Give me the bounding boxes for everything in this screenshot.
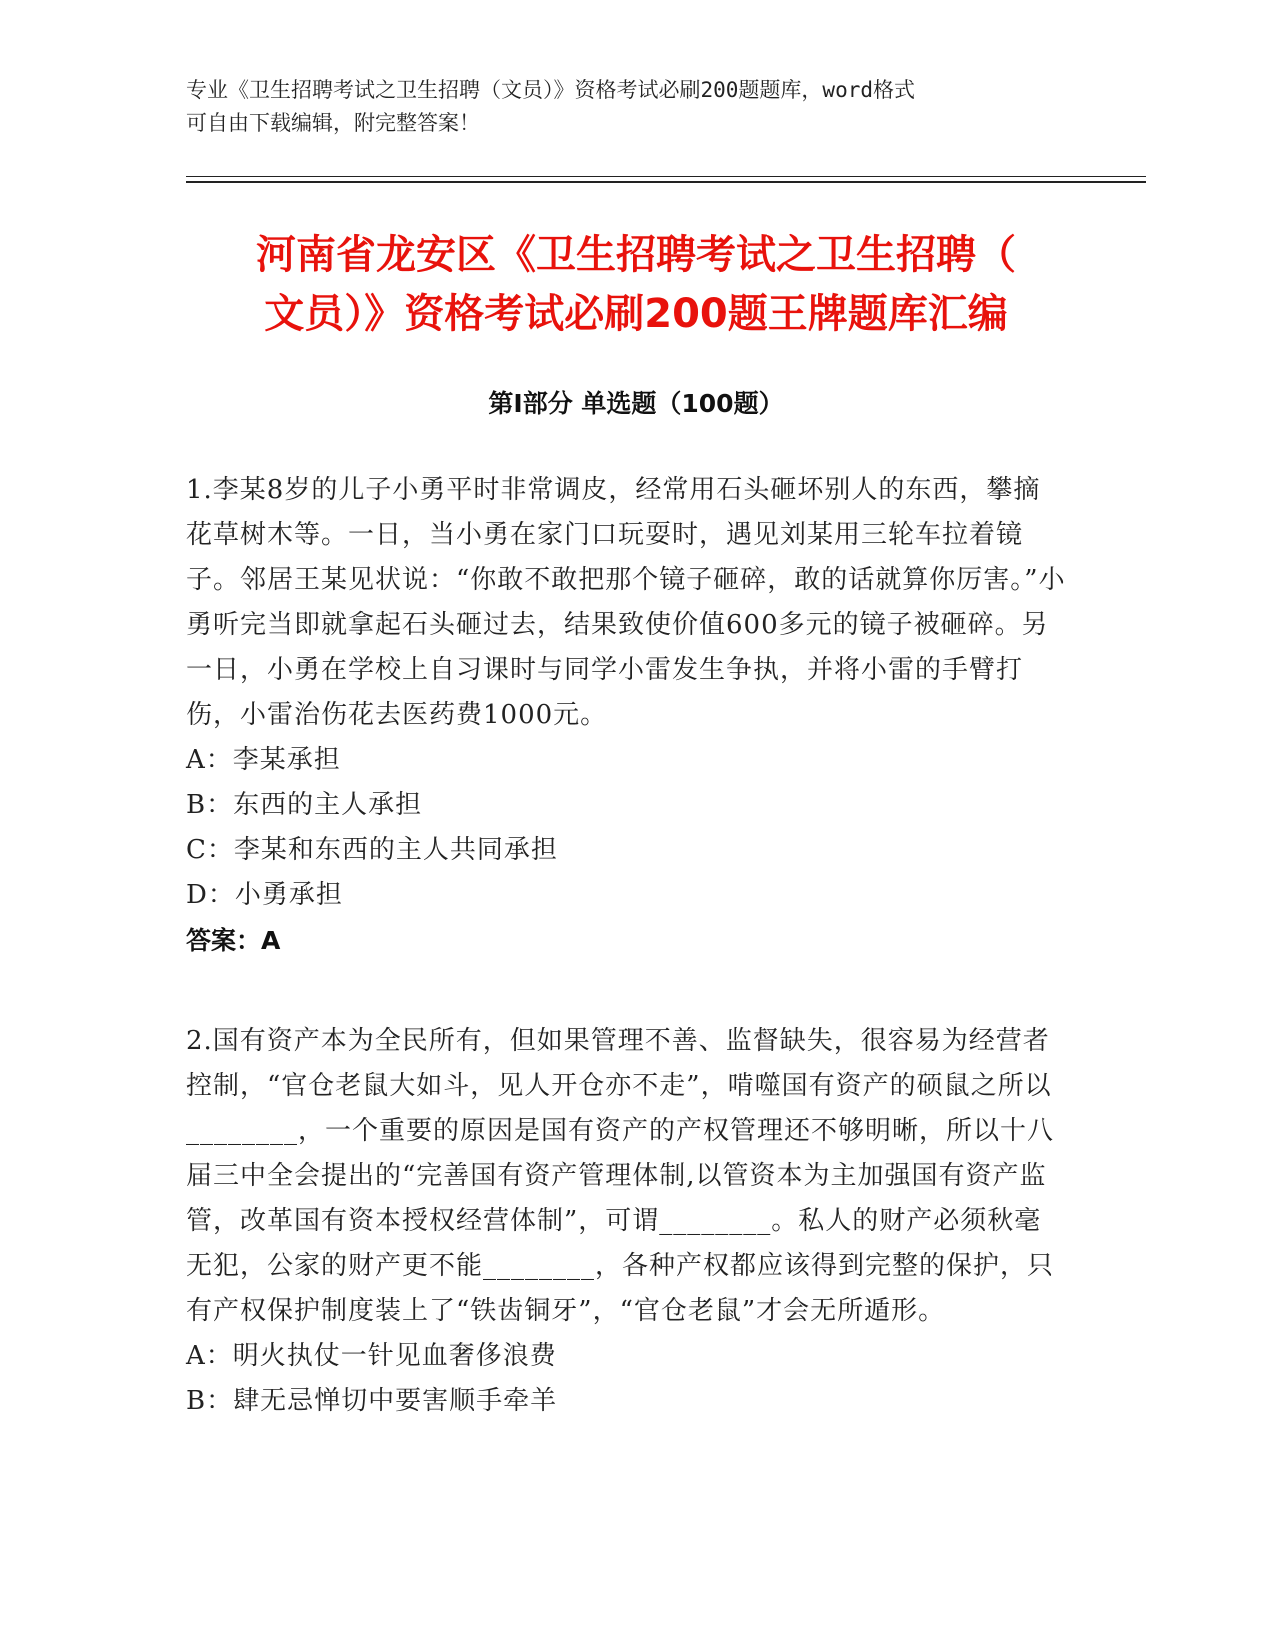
header-note <box>186 74 1066 140</box>
question-1 <box>186 468 1066 963</box>
option-a: A：李某承担 <box>186 745 341 775</box>
document-title-line2: 文员）》资格考试必刷200题王牌题库汇编 <box>264 291 1008 337</box>
header-note-line1: 专业《卫生招聘考试之卫生招聘（文员）》资格考试必刷200题题库，word格式 <box>186 78 915 102</box>
document-title <box>186 226 1086 344</box>
option-b: B：东西的主人承担 <box>186 790 423 820</box>
answer: 答案：A <box>186 926 281 955</box>
header-divider-thick <box>186 181 1146 183</box>
option-a: A：明火执仗一针见血奢侈浪费 <box>186 1341 557 1371</box>
question-2 <box>186 1019 1066 1424</box>
question-stem: 2.国有资产本为全民所有，但如果管理不善、监督缺失，很容易为经营者控制，“官仓老鼠大如斗，见人开仓亦不走”，啃噬国有资产的硕鼠之所以________，一个重要的原因是国有资产的产权管理还不够明晰，所以十八届三中全会提出的“完善国有资产管理体制,以管资本为主加强国有资产监管，改革国有资本授权经营体制”，可谓________。私人的财产必须秋毫无犯，公家的财产更不能________，各种产权都应该得到完整的保护，只有产权保护制度装上了“铁齿铜牙”，“官仓老鼠”才会无所遁形。 <box>186 1026 1055 1326</box>
header-divider-thin <box>186 176 1146 177</box>
section-heading: 第Ⅰ部分 单选题（100题） <box>488 389 784 418</box>
question-stem: 1.李某8岁的儿子小勇平时非常调皮，经常用石头砸坏别人的东西，攀摘花草树木等。一日，当小勇在家门口玩耍时，遇见刘某用三轮车拉着镜子。邻居王某见状说：“你敢不敢把那个镜子砸碎，敢的话就算你厉害。”小勇听完当即就拿起石头砸过去，结果致使价值600多元的镜子被砸碎。另一日，小勇在学校上自习课时与同学小雷发生争执，并将小雷的手臂打伤，小雷治伤花去医药费1000元。 <box>186 475 1066 730</box>
document-title-line1: 河南省龙安区《卫生招聘考试之卫生招聘（ <box>256 232 1016 278</box>
header-note-line2: 可自由下载编辑，附完整答案！ <box>186 111 480 135</box>
option-c: C：李某和东西的主人共同承担 <box>186 835 558 865</box>
option-b: B：肆无忌惮切中要害顺手牵羊 <box>186 1386 558 1416</box>
option-d: D：小勇承担 <box>186 880 343 910</box>
